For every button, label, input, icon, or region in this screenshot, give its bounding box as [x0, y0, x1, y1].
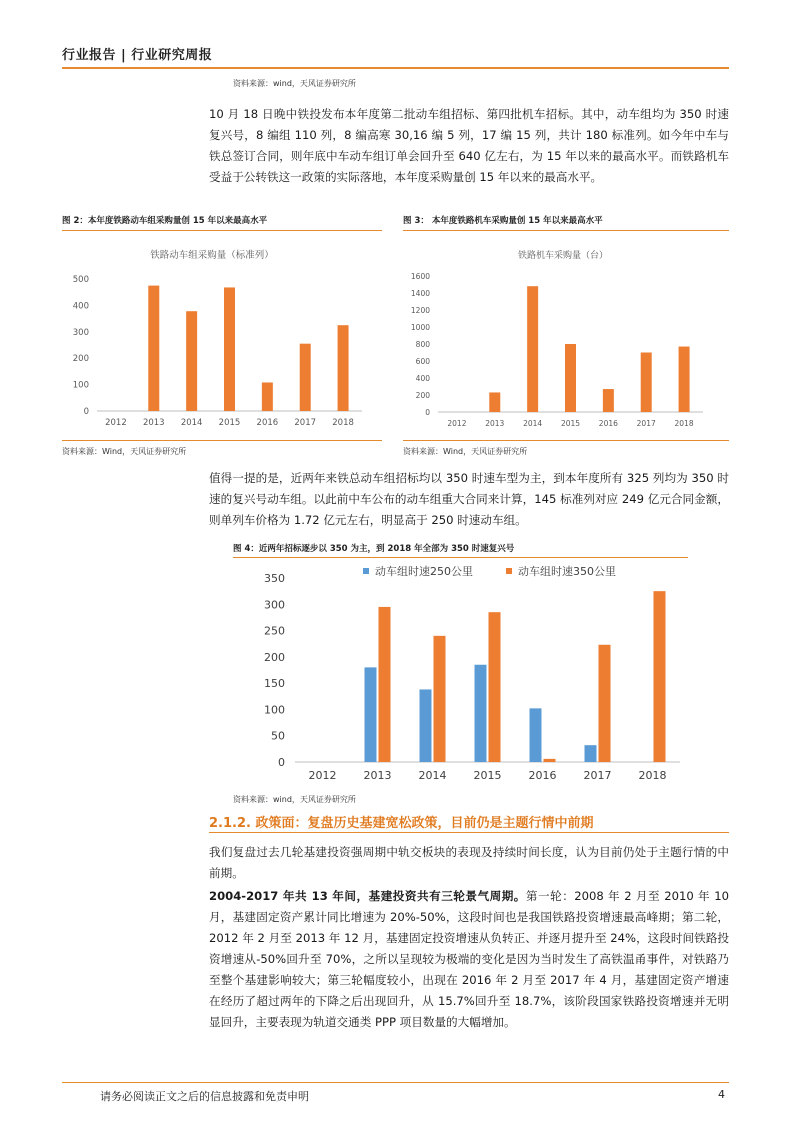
- chart2-ytick: 100: [72, 380, 89, 391]
- chart4-bar-speed250: [365, 667, 377, 762]
- chart2-ytick: 0: [83, 407, 89, 417]
- chart4-ytick: 0: [278, 756, 285, 769]
- chart4-ytick: 250: [264, 624, 285, 638]
- chart2-bar: [224, 287, 235, 411]
- chart3-xtick: 2012: [447, 419, 467, 428]
- chart3-ytick: 1600: [410, 272, 430, 281]
- chart4-xtick: 2013: [363, 769, 392, 782]
- chart2-bar: [148, 286, 159, 411]
- chart4-bar-speed350: [654, 591, 666, 762]
- chart3-bar: [641, 353, 652, 413]
- chart3-xtick: 2015: [560, 419, 581, 428]
- chart2-title: 铁路动车组采购量（标准列）: [150, 250, 274, 261]
- chart4-xtick: 2012: [308, 769, 337, 782]
- chart4-legend-label: 动车组时速250公里: [375, 565, 473, 578]
- chart2-xtick: 2017: [294, 418, 317, 428]
- chart3-ytick: 400: [415, 374, 430, 383]
- chart4-ytick: 50: [271, 729, 285, 743]
- chart2-xtick: 2018: [332, 418, 354, 428]
- chart3-xtick: 2018: [674, 419, 694, 428]
- chart4-xtick: 2014: [418, 769, 447, 782]
- chart2-ytick: 300: [72, 327, 89, 338]
- section-heading: 2.1.2. 政策面：复盘历史基建宽松政策，目前仍是主题行情中前期: [209, 816, 594, 831]
- figure-2-chart: [62, 236, 382, 436]
- chart4-ytick: 150: [264, 677, 285, 691]
- chart3-xtick: 2017: [636, 419, 656, 428]
- figure-2-divider: [62, 230, 382, 231]
- figure-4-divider: [233, 557, 688, 558]
- chart2-xtick: 2015: [218, 418, 241, 428]
- chart4-bar-speed350: [599, 645, 611, 762]
- figure-2-title: 图 2：本年度铁路动车组采购量创 15 年以来最高水平: [62, 216, 268, 226]
- chart3-title: 铁路机车采购量（台）: [517, 251, 609, 261]
- chart4-bar-speed350: [379, 607, 391, 762]
- chart3-bar: [527, 286, 538, 412]
- chart4-bar-speed250: [420, 689, 432, 762]
- chart3-bar: [489, 392, 500, 412]
- chart2-xtick: 2013: [142, 418, 165, 428]
- paragraph-3: 我们复盘过去几轮基建投资强周期中轨交板块的表现及持续时间长度，认为目前仍处于主题行情的中前期。: [209, 845, 729, 880]
- chart4-bar-speed350: [544, 759, 556, 762]
- chart2-xtick: 2012: [105, 418, 127, 428]
- chart3-xtick: 2016: [598, 419, 618, 428]
- figure-2-bottom-line: [62, 440, 382, 441]
- figure-4-chart: [233, 560, 693, 790]
- chart4-bar-speed250: [530, 708, 542, 762]
- figure-3-chart: [403, 236, 729, 436]
- chart4-xtick: 2017: [583, 769, 612, 782]
- chart4-bar-speed350: [434, 636, 446, 762]
- chart3-xtick: 2014: [523, 419, 543, 428]
- chart2-bar: [300, 344, 311, 411]
- paragraph-4: [209, 886, 729, 1033]
- chart4-ytick: 100: [264, 703, 285, 717]
- header-divider: [62, 67, 729, 69]
- paragraph-4-lead: 2004-2017 年共 13 年间，基建投资共有三轮景气周期。: [209, 889, 526, 903]
- chart3-ytick: 1400: [410, 289, 430, 298]
- figure-4-source: 资料来源：wind，天风证券研究所: [233, 795, 356, 804]
- figure-3-title: 图 3： 本年度铁路机车采购量创 15 年以来最高水平: [403, 216, 603, 226]
- chart4-ytick: 300: [264, 598, 285, 612]
- chart2-ytick: 200: [72, 354, 89, 365]
- chart4-bar-speed250: [585, 745, 597, 762]
- chart2-ytick: 400: [72, 301, 89, 312]
- chart4-xtick: 2018: [638, 769, 667, 782]
- chart3-xtick: 2013: [485, 419, 505, 428]
- chart4-legend-label: 动车组时速350公里: [518, 565, 616, 578]
- chart2-xtick: 2016: [256, 418, 279, 428]
- chart4-bar-speed250: [475, 665, 487, 762]
- chart3-bar: [679, 347, 690, 412]
- chart3-bar: [565, 344, 576, 412]
- chart4-bar-speed350: [489, 612, 501, 762]
- figure-3-bottom-line: [403, 440, 729, 441]
- chart4-legend-swatch: [506, 568, 512, 574]
- figure-3-divider: [403, 230, 729, 231]
- chart3-ytick: 600: [415, 357, 430, 366]
- chart4-xtick: 2015: [473, 769, 502, 782]
- footer-disclaimer: 请务必阅读正文之后的信息披露和免责申明: [100, 1090, 309, 1103]
- chart4-xtick: 2016: [528, 769, 557, 782]
- chart4-ytick: 350: [264, 572, 285, 585]
- chart2-bar: [338, 325, 349, 411]
- chart2-bar: [262, 382, 273, 411]
- figure-3-source: 资料来源：Wind，天风证券研究所: [403, 447, 528, 456]
- chart3-ytick: 200: [415, 391, 430, 400]
- chart3-ytick: 0: [425, 408, 430, 417]
- chart4-legend-swatch: [363, 568, 369, 574]
- section-underline: [209, 832, 729, 833]
- page-number: 4: [718, 1088, 725, 1101]
- chart3-ytick: 1000: [410, 323, 430, 332]
- source-note-top: 资料来源：wind，天风证券研究所: [233, 79, 356, 88]
- paragraph-4-body: 第一轮：2008 年 2 月至 2010 年 10 月，基建固定资产累计同比增速为 20%-50%，这段时间也是我国铁路投资增速最高峰期；第二轮，2012 年 2 月至 2013 年 12 月，基建固定投资增速从负转正、并逐月提升至 24%，这段时间铁路投资增速从-50%回升至 70%，之所以呈现较为极端的变化是因为当时发生了高铁温甬事件，对铁路乃至整个基建影响较大；第三轮幅度较小，出现在 2016 年 2 月至 2017 年 4 月，基建固定资产增速在经历了超过两年的下降之后出现回升，从 15.7%回升至 18.7%，该阶段国家铁路投资增速并无明显回升，主要表现为轨道交通类 PPP 项目数量的大幅增加。: [209, 889, 729, 1029]
- chart2-xtick: 2014: [180, 418, 203, 428]
- chart3-ytick: 800: [415, 340, 430, 349]
- chart3-bar: [603, 389, 614, 412]
- chart4-ytick: 200: [264, 650, 285, 664]
- footer-divider: [62, 1082, 729, 1083]
- paragraph-2: 值得一提的是，近两年来铁总动车组招标均以 350 时速车型为主，到本年度所有 325 列均为 350 时速的复兴号动车组。以此前中车公布的动车组重大合同来计算，145 标准列对应 249 亿元合同金额，则单列车价格为 1.72 亿元左右，明显高于 250 时速动车组。: [209, 471, 729, 527]
- chart3-ytick: 1200: [410, 306, 430, 315]
- figure-2-source: 资料来源：Wind，天风证券研究所: [62, 447, 187, 456]
- report-header: 行业报告 | 行业研究周报: [62, 48, 213, 63]
- figure-4-title: 图 4：近两年招标逐步以 350 为主，到 2018 年全部为 350 时速复兴号: [233, 544, 515, 554]
- chart2-bar: [186, 311, 197, 411]
- chart2-ytick: 500: [72, 275, 89, 285]
- paragraph-1: 10 月 18 日晚中铁投发布本年度第二批动车组招标、第四批机车招标。其中，动车组均为 350 时速复兴号，8 编组 110 列，8 编高寒 30,16 编 5 列，17 编 15 列，共计 180 标准列。如今年中车与铁总签订合同，则年底中车动车组订单会回升至 640 亿左右，为 15 年以来的最高水平。而铁路机车受益于公转铁这一政策的实际落地，本年度采购量创 15 年以来的最高水平。: [209, 107, 729, 184]
